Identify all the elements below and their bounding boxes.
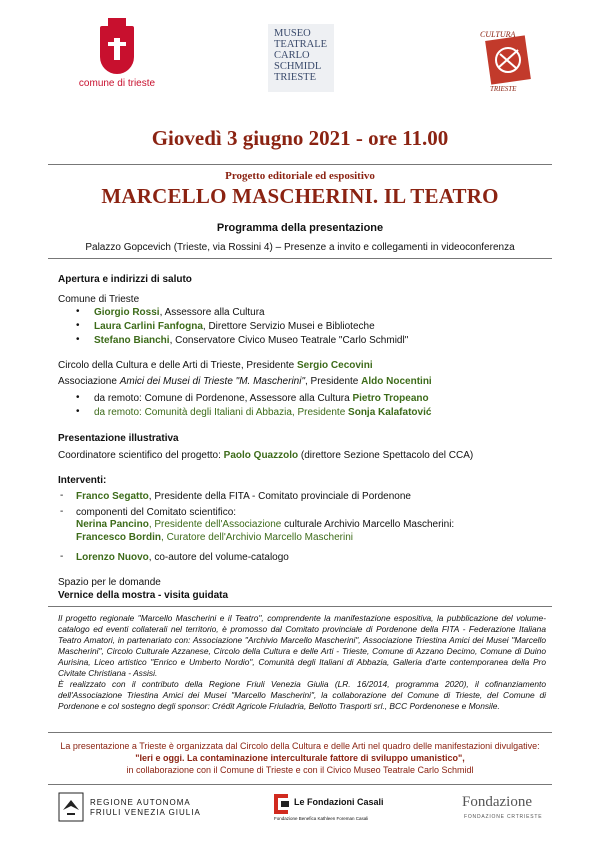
bullet-icon: • <box>76 306 80 317</box>
member-role-rest: culturale Archivio Marcello Mascherini: <box>281 519 455 530</box>
project-note <box>58 613 546 712</box>
divider <box>48 784 552 785</box>
divider <box>48 732 552 733</box>
regione-line: REGIONE AUTONOMA <box>90 798 191 807</box>
bullet-icon: • <box>76 406 80 417</box>
amici-association: Amici dei Musei di Trieste "M. Mascherini" <box>119 376 305 387</box>
interventi-heading: Interventi: <box>58 475 107 486</box>
member-role: , Curatore dell'Archivio Marcello Mascherini <box>161 532 354 543</box>
divider <box>48 258 552 259</box>
intervento-name: Lorenzo Nuovo <box>76 552 149 563</box>
committee-intro: componenti del Comitato scientifico: <box>76 507 237 518</box>
amici-prefix: Associazione <box>58 376 120 387</box>
member-name: Francesco Bordin <box>76 532 162 543</box>
divider <box>48 606 552 607</box>
museo-logo-line: TRIESTE <box>274 72 316 83</box>
note-paragraph: È realizzato con il contributo della Regione Friuli Venezia Giulia (LR. 16/2014, programma 2020), il cofinanziamento dell'Associazione Triestina Amici dei Musei "Marcello Mascherini", la collaborazione del Comune di Trieste, del Comune di Pordenone e col sostegno degli sponsor: Crédit Agricole Friuladria, Bellotto Trasporti srl., BCC Pordenonese e Monsile. <box>58 679 546 711</box>
eagle-icon <box>58 792 84 822</box>
bullet-icon: • <box>76 334 80 345</box>
amici-line <box>58 375 432 388</box>
intervento-role: , co-autore del volume-catalogo <box>148 552 289 563</box>
coordinator-line <box>58 449 473 462</box>
speaker-line <box>94 306 265 319</box>
remote-line <box>94 392 429 405</box>
comune-di-trieste-logo <box>62 26 172 89</box>
circolo-cultura-logo <box>476 28 540 92</box>
event-date: Giovedì 3 giugno 2021 - ore 11.00 <box>151 126 449 150</box>
remote-line <box>94 406 431 419</box>
remote-name: Sonja Kalafatović <box>348 407 432 418</box>
remote-name: Pietro Tropeano <box>352 393 429 404</box>
vernice-line: Vernice della mostra - visita guidata <box>58 590 229 601</box>
divider <box>48 164 552 165</box>
casali-mark-icon <box>274 794 292 814</box>
organizer-line1: La presentazione a Trieste è organizzata dal Circolo della Cultura e delle Arti nel quadro delle manifestazioni divulgative: <box>60 741 540 751</box>
museo-logo-line: MUSEO <box>274 28 311 39</box>
speaker-role: , Direttore Servizio Musei e Biblioteche <box>202 321 375 332</box>
speaker-name: Laura Carlini Fanfogna <box>94 321 203 332</box>
svg-text:TRIESTE: TRIESTE <box>490 85 517 92</box>
crt-subtitle: FONDAZIONE CRTRIESTE <box>464 814 543 820</box>
questions-line: Spazio per le domande <box>58 577 161 588</box>
organizer-block <box>40 740 560 776</box>
member-role: , Presidente dell'Associazione <box>148 519 282 530</box>
remote-prefix: da remoto: Comunità degli Italiani di Abbazia, Presidente <box>94 407 349 418</box>
casali-title: Le Fondazioni Casali <box>294 797 384 807</box>
member-name: Nerina Pancino <box>76 519 149 530</box>
note-paragraph: Il progetto regionale "Marcello Mascherini e il Teatro", comprendente la manifestazione espositiva, la pubblicazione del volume-catalogo ed eventi collaterali nel territorio, è promosso dal Comitato provinciale di Pordenone della FITA - Federazione Italiana Teatro Amatori, in partenariato con: Associazione "Archivio Marcello Mascherini", Associazione Triestina Amici dei Musei "Marcello Mascherini", Circolo Culturale Azzanese, Circolo della Cultura e delle Arti - Trieste, Comune di Azzano Decimo, Comune di Duino Aurisina, Liceo artistico "Enrico e Umberto Nordio", Comunità degli Italiani di Abbazia, Galleria d'arte contemporanea della Pro Civitate Christiana - Assisi. <box>58 613 546 678</box>
intervento-name: Franco Segatto <box>76 491 149 502</box>
coordinator-prefix: Coordinatore scientifico del progetto: <box>58 450 224 461</box>
speaker-name: Giorgio Rossi <box>94 307 160 318</box>
organizer-line2: "Ieri e oggi. La contaminazione interculturale fattore di sviluppo umanistico", <box>135 753 465 763</box>
amici-president: Aldo Nocentini <box>361 376 432 387</box>
coordinator-suffix: (direttore Sezione Spettacolo del CCA) <box>298 450 474 461</box>
speaker-role: , Conservatore Civico Museo Teatrale "Carlo Schmidl" <box>169 335 409 346</box>
committee-member <box>76 518 454 531</box>
museo-teatrale-logo <box>268 24 334 92</box>
opening-heading: Apertura e indirizzi di saluto <box>58 274 192 285</box>
event-subtitle: Progetto editoriale ed espositivo <box>225 170 375 182</box>
circolo-president: Sergio Cecovini <box>297 360 373 371</box>
bullet-icon: • <box>76 320 80 331</box>
comune-label: Comune di Trieste <box>58 294 140 305</box>
intervento-role: , Presidente della FITA - Comitato provinciale di Pordenone <box>148 491 411 502</box>
committee-member <box>76 531 353 544</box>
comune-logo-label: comune di trieste <box>78 78 156 89</box>
program-heading: Programma della presentazione <box>216 222 384 234</box>
presentation-heading: Presentazione illustrativa <box>58 433 179 444</box>
speaker-name: Stefano Bianchi <box>94 335 170 346</box>
museo-logo-line: TEATRALE <box>274 39 328 50</box>
circolo-line <box>58 359 373 372</box>
bullet-icon: • <box>76 392 80 403</box>
svg-text:CULTURA: CULTURA <box>480 30 516 39</box>
fondazione-crt-logo <box>462 794 546 824</box>
dash-icon: - <box>60 490 64 501</box>
casali-subtitle: Fondazione Benefica Kathleen Foreman Casali <box>274 816 369 821</box>
circolo-emblem-icon <box>476 28 540 92</box>
dash-icon: - <box>60 506 64 517</box>
speaker-line <box>94 334 408 347</box>
speaker-line <box>94 320 375 333</box>
coordinator-name: Paolo Quazzolo <box>223 450 299 461</box>
venue-line: Palazzo Gopcevich (Trieste, via Rossini 4) – Presenze a invito e collegamenti in videoconferenza <box>85 242 515 253</box>
intervento-line <box>76 490 411 503</box>
dash-icon: - <box>60 551 64 562</box>
intervento-line <box>76 551 289 564</box>
museo-logo-line: CARLO <box>274 50 310 61</box>
crt-title: Fondazione <box>462 794 532 810</box>
halberd-shield-icon <box>100 26 134 74</box>
regione-logo <box>58 792 218 824</box>
organizer-line3: in collaborazione con il Comune di Trieste e con il Civico Museo Teatrale Carlo Schmidl <box>126 765 474 775</box>
museo-logo-line: SCHMIDL <box>274 61 322 72</box>
amici-mid: , Presidente <box>305 376 362 387</box>
event-title: MARCELLO MASCHERINI. IL TEATRO <box>101 184 499 208</box>
fondazioni-casali-logo <box>274 794 384 824</box>
remote-prefix: da remoto: Comune di Pordenone, Assessore alla Cultura <box>94 393 353 404</box>
regione-line: FRIULI VENEZIA GIULIA <box>90 808 201 817</box>
speaker-role: , Assessore alla Cultura <box>159 307 265 318</box>
circolo-prefix: Circolo della Cultura e delle Arti di Trieste, Presidente <box>58 360 298 371</box>
